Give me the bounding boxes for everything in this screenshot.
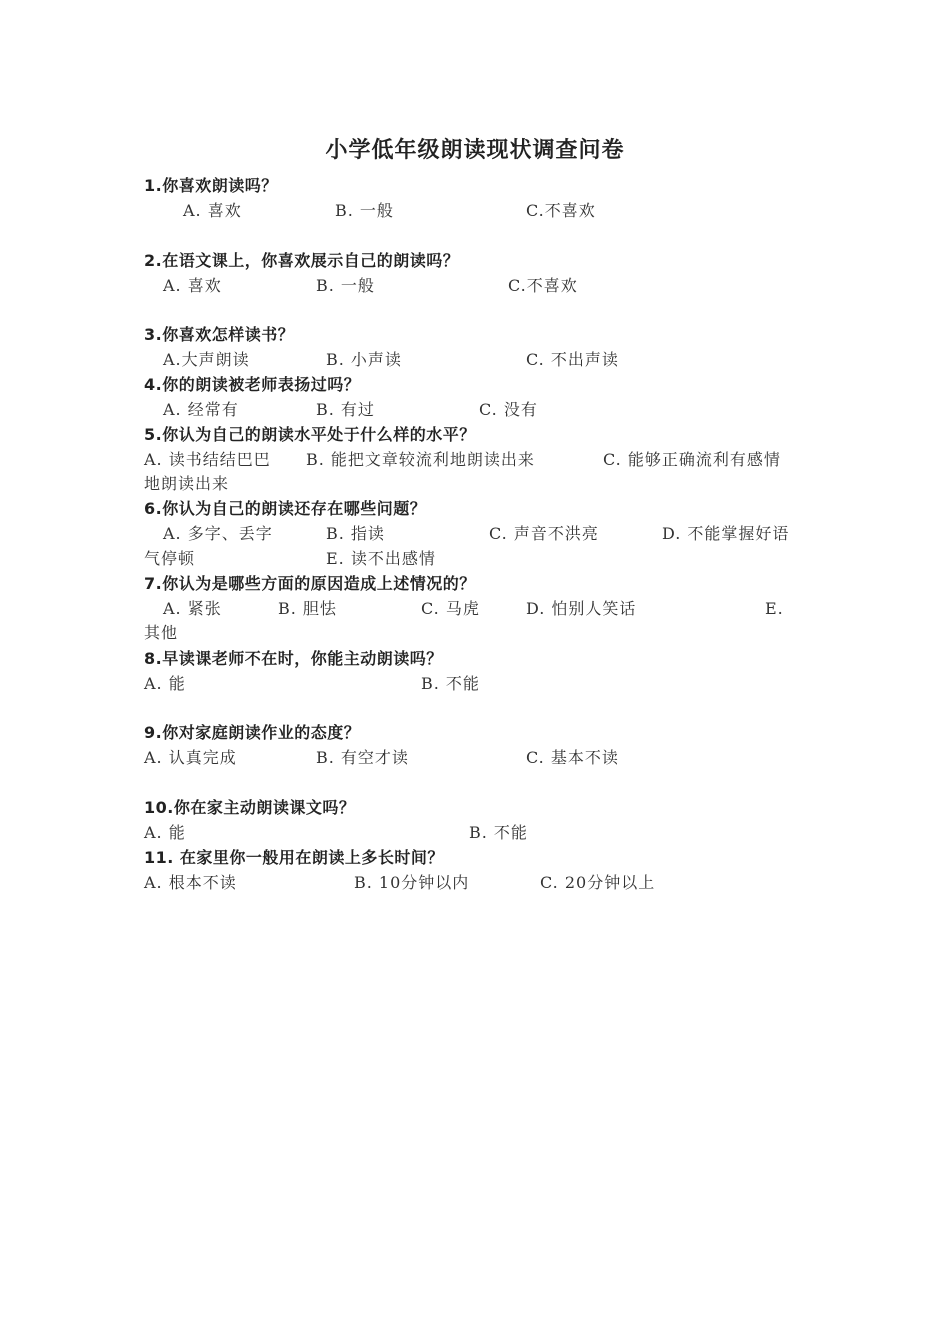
- question-11-option-b: B. 10分钟以内: [354, 873, 470, 892]
- question-5: 5.你认为自己的朗读水平处于什么样的水平？: [144, 425, 476, 444]
- question-7-option-d: D. 怕别人笑话: [526, 599, 637, 618]
- question-6-option-a: A. 多字、丢字: [163, 524, 273, 543]
- question-9-option-c: C. 基本不读: [526, 748, 619, 767]
- question-1-option-c: C.不喜欢: [526, 201, 596, 220]
- question-6: 6.你认为自己的朗读还存在哪些问题？: [144, 499, 427, 518]
- question-5-option-b: B. 能把文章较流利地朗读出来: [306, 450, 535, 469]
- question-10: 10.你在家主动朗读课文吗？: [144, 798, 356, 817]
- question-9-option-b: B. 有空才读: [316, 748, 409, 767]
- question-8-option-b: B. 不能: [421, 674, 480, 693]
- question-5-option-c-continued: 地朗读出来: [144, 474, 230, 493]
- question-1-option-a: A. 喜欢: [183, 201, 242, 220]
- question-9-option-a: A. 认真完成: [144, 748, 237, 767]
- question-7-option-e-continued: 其他: [144, 623, 179, 642]
- question-6-option-d-continued: 气停顿: [144, 549, 196, 568]
- question-6-option-d: D. 不能掌握好语: [662, 524, 790, 543]
- question-7-option-a: A. 紧张: [163, 599, 222, 618]
- question-3-option-c: C. 不出声读: [526, 350, 619, 369]
- question-2-option-b: B. 一般: [316, 276, 375, 295]
- question-11: 11. 在家里你一般用在朗读上多长时间？: [144, 848, 444, 867]
- question-1: 1.你喜欢朗读吗？: [144, 176, 278, 195]
- question-9: 9.你对家庭朗读作业的态度？: [144, 723, 361, 742]
- question-4-option-a: A. 经常有: [163, 400, 239, 419]
- question-6-option-c: C. 声音不洪亮: [489, 524, 599, 543]
- question-3-option-b: B. 小声读: [326, 350, 402, 369]
- question-8: 8.早读课老师不在时，你能主动朗读吗？: [144, 649, 443, 668]
- question-7-option-c: C. 马虎: [421, 599, 480, 618]
- question-7: 7.你认为是哪些方面的原因造成上述情况的？: [144, 574, 476, 593]
- question-10-option-a: A. 能: [144, 823, 186, 842]
- question-2: 2.在语文课上，你喜欢展示自己的朗读吗？: [144, 251, 460, 270]
- question-4-option-c: C. 没有: [479, 400, 538, 419]
- question-2-option-a: A. 喜欢: [163, 276, 222, 295]
- question-7-option-e: E.: [765, 599, 784, 618]
- question-4-option-b: B. 有过: [316, 400, 375, 419]
- question-11-option-a: A. 根本不读: [144, 873, 237, 892]
- question-10-option-b: B. 不能: [469, 823, 528, 842]
- question-7-option-b: B. 胆怯: [278, 599, 337, 618]
- question-4: 4.你的朗读被老师表扬过吗？: [144, 375, 361, 394]
- question-6-option-b: B. 指读: [326, 524, 385, 543]
- question-2-option-c: C.不喜欢: [508, 276, 578, 295]
- question-5-option-a: A. 读书结结巴巴: [144, 450, 271, 469]
- question-3-option-a: A.大声朗读: [163, 350, 250, 369]
- question-6-option-e: E. 读不出感情: [326, 549, 436, 568]
- question-3: 3.你喜欢怎样读书？: [144, 325, 295, 344]
- question-1-option-b: B. 一般: [335, 201, 394, 220]
- question-11-option-c: C. 20分钟以上: [540, 873, 656, 892]
- page-title: 小学低年级朗读现状调查问卷: [325, 138, 625, 163]
- question-5-option-c: C. 能够正确流利有感情: [603, 450, 781, 469]
- question-8-option-a: A. 能: [144, 674, 186, 693]
